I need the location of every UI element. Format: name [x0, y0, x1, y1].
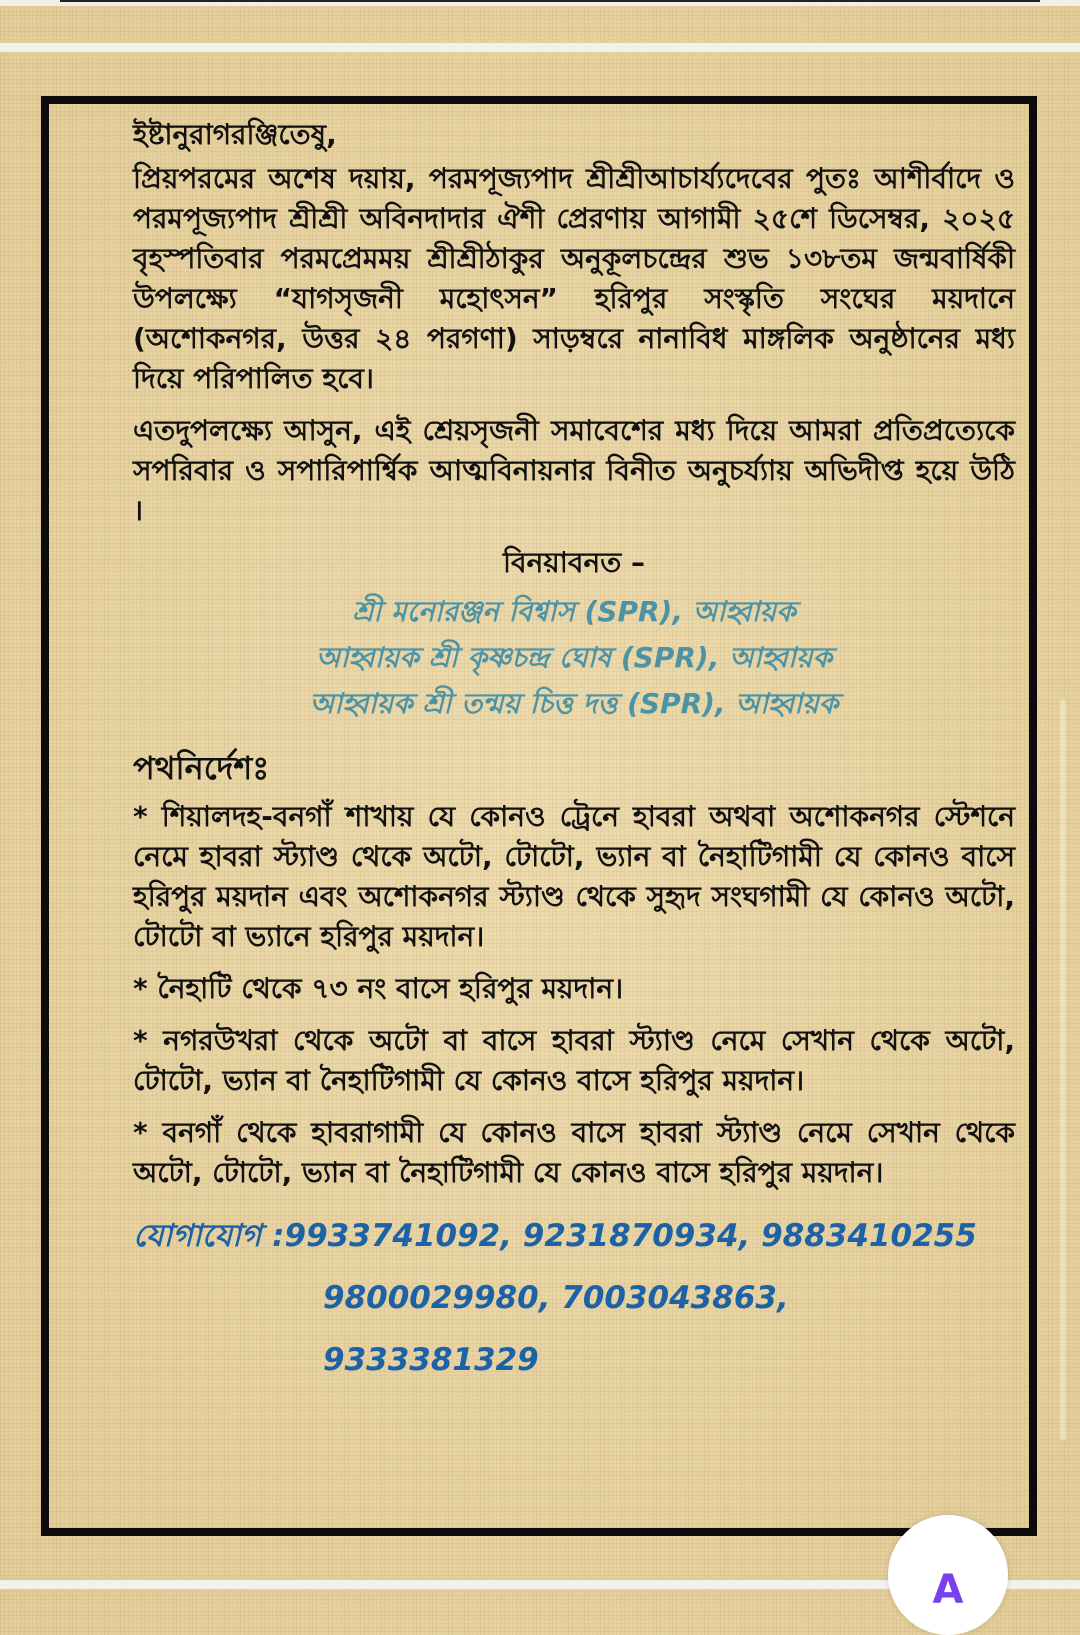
floating-app-button[interactable] [888, 1515, 1008, 1635]
direction-item-3: * নগরউখরা থেকে অটো বা বাসে হাবরা স্ট্যাণ্ড নেমে সেখান থেকে অটো, টোটো, ভ্যান বা নৈহাটিগামী যে কোনও বাসে হরিপুর ময়দান। [133, 1024, 1015, 1097]
directions-list [133, 797, 1015, 1193]
salutation: ইষ্টানুরাগরঞ্জিতেষু, [133, 118, 337, 151]
signatory-3: আহ্বায়ক শ্রী তন্ময় চিত্ত দত্ত (SPR), আহ্বায়ক [309, 687, 839, 720]
directions-heading: পথনির্দেশঃ [133, 749, 270, 787]
signatory-2: আহ্বায়ক শ্রী কৃষ্ণচন্দ্র ঘোষ (SPR), আহ্বায়ক [315, 641, 833, 674]
scroll-indicator[interactable] [1060, 700, 1066, 1440]
signatory-list [133, 589, 1015, 727]
signoff: বিনয়াবনত – [503, 546, 645, 579]
direction-item-2: * নৈহাটি থেকে ৭৩ নং বাসে হরিপুর ময়দান। [133, 972, 624, 1005]
contact-line-1: যোগাযোগ :9933741092, 9231870934, 9883410255 [133, 1218, 977, 1254]
invitation-content [133, 115, 1015, 1391]
invitation-paragraph-1: প্রিয়পরমের অশেষ দয়ায়, পরমপূজ্যপাদ শ্রীশ্রীআচার্য্যদেবের পুতঃ আশীর্বাদে ও পরমপূজ্যপাদ শ্রীশ্রী অবিনদাদার ঐশী প্রেরণায় আগামী ২৫শে ডিসেম্বর, ২০২৫ বৃহস্পতিবার পরমপ্রেমময় শ্রীশ্রীঠাকুর অনুকূলচন্দ্রের শুভ ১৩৮তম জন্মবার্ষিকী উপলক্ষ্যে “যাগসৃজনী মহোৎসন” হরিপুর সংস্কৃতি সংঘের ময়দানে (অশোকনগর, উত্তর ২৪ পরগণা) সাড়ম্বরে নানাবিধ মাঙ্গলিক অনুষ্ঠানের মধ্য দিয়ে পরিপালিত হবে। [133, 162, 1015, 395]
contact-block [133, 1205, 1015, 1391]
direction-item-4: * বনগাঁ থেকে হাবরাগামী যে কোনও বাসে হাবরা স্ট্যাণ্ড নেমে সেখান থেকে অটো, টোটো, ভ্যান বা নৈহাটিগামী যে কোনও বাসে হরিপুর ময়দান। [133, 1116, 1015, 1189]
top-edge-line [60, 0, 1040, 2]
app-letter-icon: A [932, 1567, 964, 1613]
contact-line-2: 9800029980, 7003043863, 9333381329 [323, 1280, 789, 1378]
top-stripe [0, 43, 1080, 52]
signatory-1: শ্রী মনোরঞ্জন বিশ্বাস (SPR), আহ্বায়ক [352, 595, 796, 628]
invitation-paragraph-2: এতদুপলক্ষ্যে আসুন, এই শ্রেয়সৃজনী সমাবেশের মধ্য দিয়ে আমরা প্রতিপ্রত্যেকে সপরিবার ও সপারিপার্শ্বিক আত্মবিনায়নার বিনীত অনুচর্য্যায় অভিদীপ্ত হয়ে উঠি । [133, 414, 1015, 527]
direction-item-1: * শিয়ালদহ-বনগাঁ শাখায় যে কোনও ট্রেনে হাবরা অথবা অশোকনগর স্টেশনে নেমে হাবরা স্ট্যাণ্ড থেকে অটো, টোটো, ভ্যান বা নৈহাটিগামী যে কোনও বাসে হরিপুর ময়দান এবং অশোকনগর স্ট্যাণ্ড থেকে সুহৃদ সংঘগামী যে কোনও অটো, টোটো বা ভ্যানে হরিপুর ময়দান। [133, 800, 1015, 953]
